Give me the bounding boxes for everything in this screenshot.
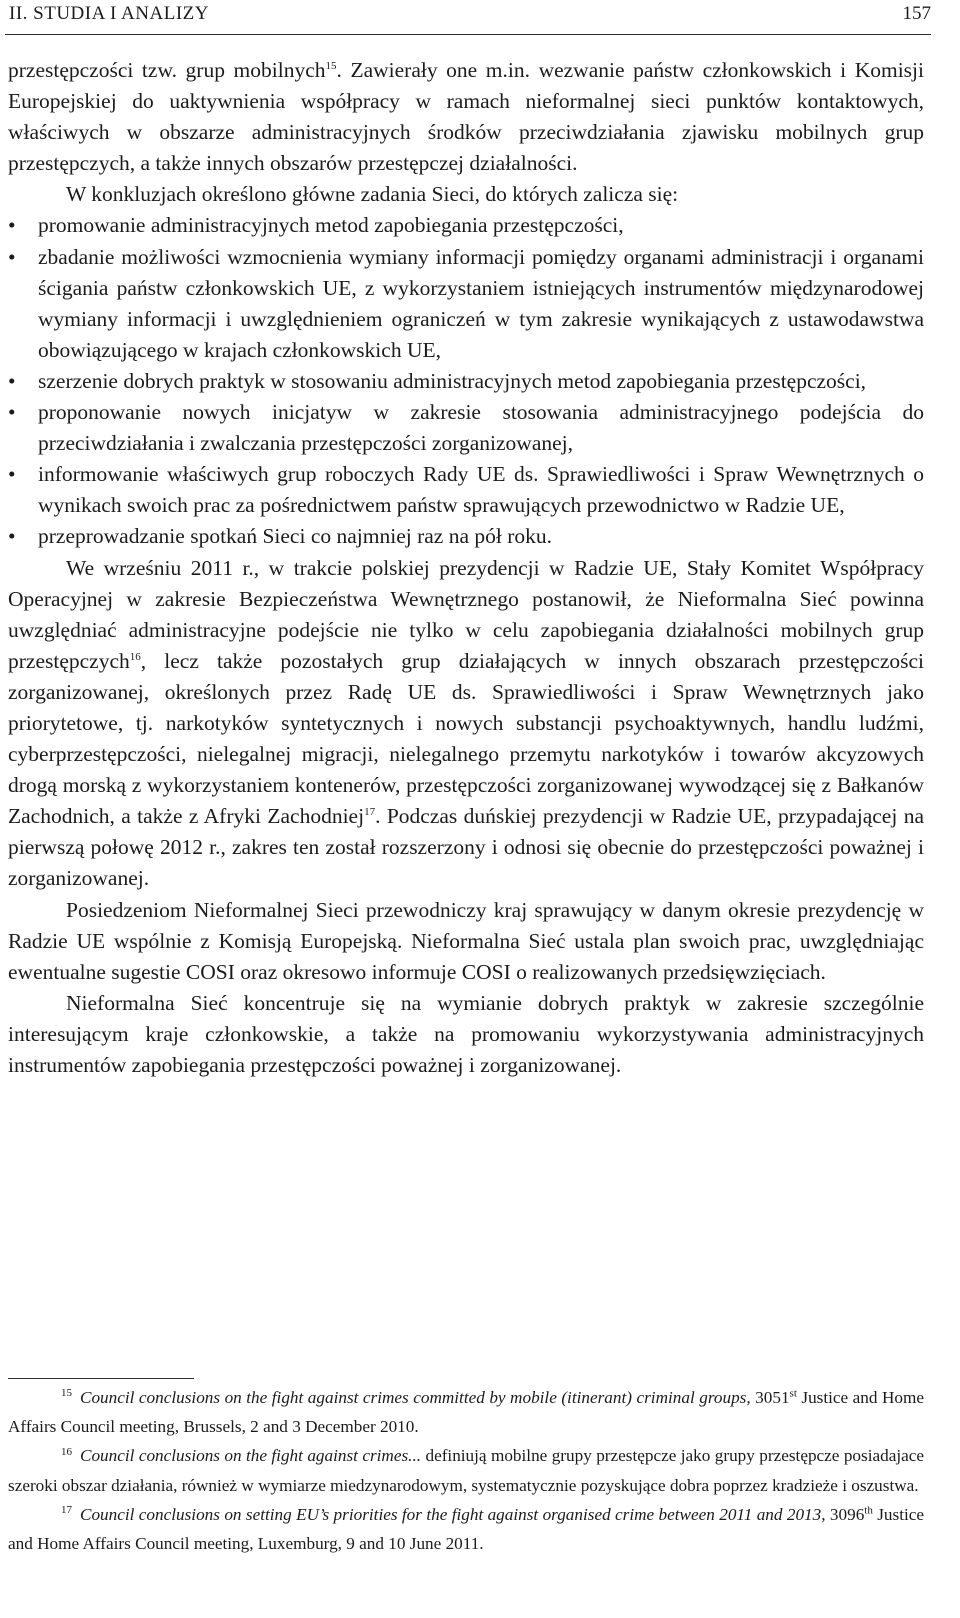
list-item: • szerzenie dobrych praktyk w stosowaniu administracyjnych metod zapobiegania przestępczości,: [8, 366, 924, 397]
footnote-ref-15[interactable]: 15: [325, 59, 337, 72]
footnote-text: 3051: [750, 1388, 790, 1407]
footnote-number: 15: [61, 1387, 72, 1400]
paragraph-1-text-cont: . Zawierały one m.in. wezwanie państw członkowskich i Komisji Europejskiej do uaktywnienia współpracy w ramach nieformalnej sieci punktów kontaktowych, właściwych w obszarze administracyjnych środków przeciwdziałania zjawisku mobilnych grup przestępczych, a także innych obszarów przestępczej działalności.: [8, 58, 924, 176]
footnote-title: Council conclusions on the fight against crimes...: [80, 1446, 422, 1466]
section-title: II. STUDIA I ANALIZY: [9, 3, 209, 24]
ordinal-suffix: th: [864, 1504, 873, 1517]
paragraph-3-text: We wrześniu 2011 r., w trakcie polskiej prezydencji w Radzie UE, Stały Komitet Współpracy Operacyjnej w zakresie Bezpieczeństwa Wewnętrznego postanowił, że Nieformalna Sieć powinna uwzględniać administracyjne podejście nie tylko w celu zapobiegania działalności mobilnych grup przestępczych: [8, 555, 924, 673]
task-list: [8, 210, 924, 552]
list-item: • przeprowadzanie spotkań Sieci co najmniej raz na pół roku.: [8, 521, 924, 552]
list-item: • informowanie właściwych grup roboczych Rady UE ds. Sprawiedliwości i Spraw Wewnętrznych o wynikach swoich prac za pośrednictwem państw sprawujących przewodnictwo w Radzie UE,: [8, 459, 924, 521]
running-header: [5, 0, 931, 35]
footnote-title: Council conclusions on the fight against crimes committed by mobile (itinerant) criminal groups,: [80, 1388, 751, 1407]
main-text: [8, 55, 924, 1081]
page-number: 157: [902, 3, 931, 24]
paragraph-3: [8, 553, 924, 895]
footnote-text: 3096: [825, 1504, 865, 1524]
footnote-title: Council conclusions on setting EU’s priorities for the fight against organised crime between 2011 and 2013,: [80, 1504, 826, 1524]
ordinal-suffix: st: [789, 1387, 797, 1400]
footnote-ref-16[interactable]: 16: [129, 650, 141, 663]
footnote-number: 17: [61, 1504, 72, 1517]
footnote-15: [8, 1383, 924, 1441]
list-item: • zbadanie możliwości wzmocnienia wymiany informacji pomiędzy organami administracji i organami ścigania państw członkowskich UE, z wykorzystaniem istniejących instrumentów międzynarodowej wymiany informacji i uwzględnieniem ograniczeń w tym zakresie wynikających z ustawodawstwa obowiązującego w krajach członkowskich UE,: [8, 242, 924, 366]
footnote-separator: [8, 1378, 194, 1379]
paragraph-5: Nieformalna Sieć koncentruje się na wymianie dobrych praktyk w zakresie szczególnie interesującym kraje członkowskie, a także na promowaniu wykorzystywania administracyjnych instrumentów zapobiegania przestępczości poważnej i zorganizowanej.: [8, 990, 924, 1077]
footnote-number: 16: [61, 1445, 72, 1458]
paragraph-4: Posiedzeniom Nieformalnej Sieci przewodniczy kraj sprawujący w danym okresie prezydencję w Radzie UE wspólnie z Komisją Europejską. Nieformalna Sieć ustala plan swoich prac, uwzględniając ewentualne sugestie COSI oraz okresowo informuje COSI o realizowanych przedsięwzięciach.: [8, 897, 924, 984]
paragraph-1: [8, 55, 924, 179]
paragraph-1-text: przestępczości tzw. grup mobilnych: [8, 58, 326, 82]
footnote-16: [8, 1441, 924, 1499]
footnote-text: Justice and Home Affairs Council meeting, Luxemburg, 9 and 10 June 2011.: [8, 1504, 925, 1554]
footnote-text: Justice and Home Affairs Council meeting, Brussels, 2 and 3 December 2010.: [8, 1388, 924, 1437]
paragraph-3-text-cont: , lecz także pozostałych grup działających w innych obszarach przestępczości zorganizowanej, określonych przez Radę UE ds. Sprawiedliwości i Spraw Wewnętrznych jako priorytetowe, tj. narkotyków syntetycznych i nowych substancji psychoaktywnych, handlu ludźmi, cyberprzestępczości, nielegalnej migracji, nielegalnego przemytu narkotyków i towarów akcyzowych drogą morską z wykorzystaniem kontenerów, przestępczości zorganizowanej wywodzącej się z Bałkanów Zachodnich, a także z Afryki Zachodniej: [8, 648, 924, 829]
footnote-text: definiują mobilne grupy przestępcze jako grupy przestępcze posiadajace szeroki obszar działania, również w wymiarze miedzynarodowym, systematycznie pozyskujące dobra poprzez kradzieże i oszustwa.: [8, 1446, 924, 1495]
paragraph-2: W konkluzjach określono główne zadania Sieci, do których zalicza się:: [66, 182, 679, 207]
paragraph-3-text-end: . Podczas duńskiej prezydencji w Radzie UE, przypadającej na pierwszą połowę 2012 r., zakres ten został rozszerzony i odnosi się obecnie do przestępczości poważnej i zorganizowanej.: [8, 804, 924, 891]
footnote-ref-17[interactable]: 17: [364, 806, 376, 819]
list-item: • proponowanie nowych inicjatyw w zakresie stosowania administracyjnego podejścia do przeciwdziałania i zwalczania przestępczości zorganizowanej,: [8, 397, 924, 459]
footnote-17: [8, 1500, 924, 1558]
list-item: • promowanie administracyjnych metod zapobiegania przestępczości,: [8, 210, 924, 241]
footnotes: [8, 1383, 924, 1558]
